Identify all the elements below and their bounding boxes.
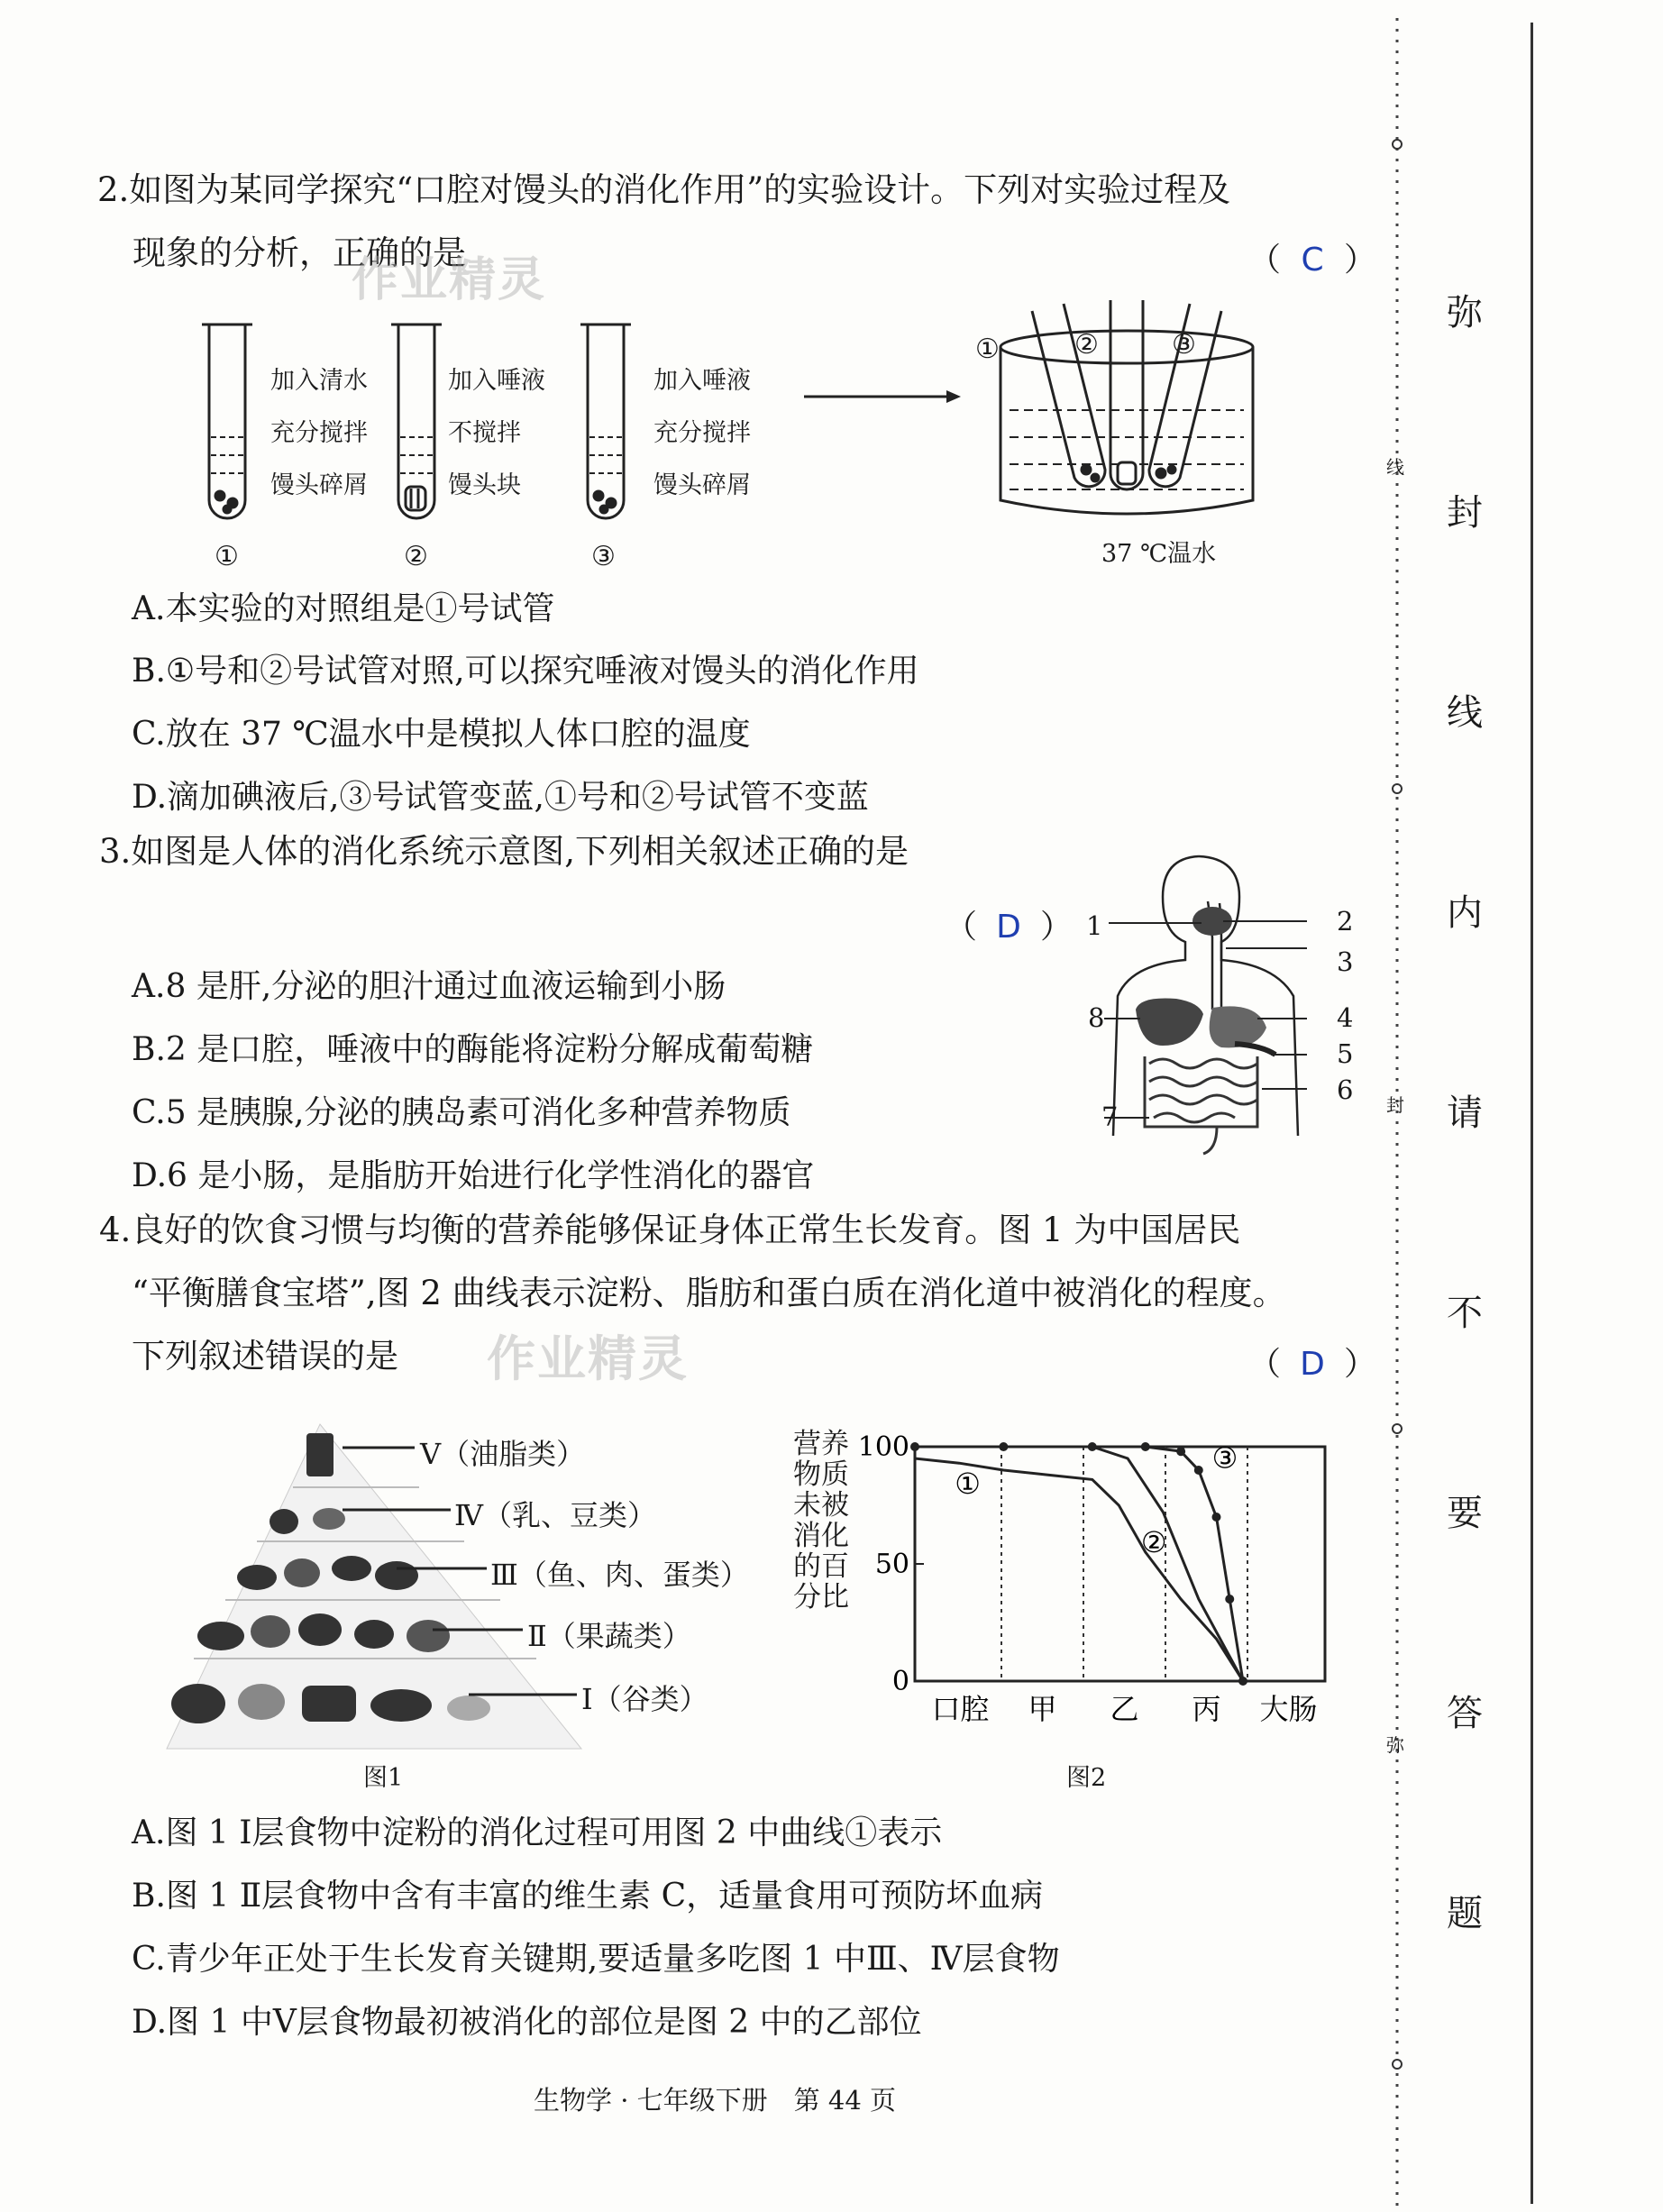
beaker-label-2: ② xyxy=(1074,329,1099,361)
q4-stem-line3: 下列叙述错误的是 xyxy=(132,1337,398,1376)
watermark-1: 作业精灵 xyxy=(352,253,547,307)
tube3-line3: 馒头碎屑 xyxy=(653,471,751,499)
side-char-8: 答 xyxy=(1447,1693,1483,1734)
tube3-line1: 加入唾液 xyxy=(653,367,751,395)
series-label-3: ③ xyxy=(1211,1440,1238,1476)
binding-solid-line xyxy=(1531,23,1533,2204)
side-char-7: 要 xyxy=(1447,1493,1483,1534)
ylabel-line-4: 消化 xyxy=(793,1520,849,1552)
q2-answer: C xyxy=(1301,242,1324,279)
y-tick-label-0: 0 xyxy=(891,1666,909,1697)
x-label-3: 丙 xyxy=(1192,1692,1221,1722)
series3-point-5 xyxy=(1194,1466,1203,1475)
fig1-caption: 图1 xyxy=(363,1764,404,1792)
series-label-1: ① xyxy=(955,1467,981,1501)
series3-point-8 xyxy=(1238,1677,1247,1686)
q3-option-d: D.6 是小肠，是脂肪开始进行化学性消化的器官 xyxy=(132,1157,815,1194)
q2-option-d: D.滴加碘液后,③号试管变蓝,①号和②号试管不变蓝 xyxy=(132,779,869,816)
q3-stem: 3.如图是人体的消化系统示意图,下列相关叙述正确的是 xyxy=(99,832,909,871)
fig2-caption: 图2 xyxy=(1066,1764,1107,1792)
q4-answer: D xyxy=(1300,1346,1325,1383)
q2-stem-line1: 2.如图为某同学探究“口腔对馒头的消化作用”的实验设计。下列对实验过程及 xyxy=(97,170,1231,209)
q3-answer-bracket: （ D ） xyxy=(945,909,1074,946)
q4-option-d: D.图 1 中Ⅴ层食物最初被消化的部位是图 2 中的乙部位 xyxy=(132,2004,922,2041)
tube2-line2: 不搅拌 xyxy=(448,419,521,447)
ylabel-line-1: 营养 xyxy=(793,1428,849,1460)
series3-point-4 xyxy=(1176,1447,1185,1456)
side-mark-xian: 线 xyxy=(1386,456,1404,478)
tube2-line1: 加入唾液 xyxy=(448,367,545,395)
tube-1 xyxy=(202,324,252,518)
beaker-label-1: ① xyxy=(975,334,1000,365)
q4-option-b: B.图 1 Ⅱ层食物中含有丰富的维生素 C，适量食用可预防坏血病 xyxy=(132,1878,1044,1915)
side-char-5: 请 xyxy=(1447,1092,1483,1134)
organ-label-5: 5 xyxy=(1337,1038,1354,1069)
y-tick-label-100: 100 xyxy=(857,1431,909,1463)
q4-stem-line1: 4.良好的饮食习惯与均衡的营养能够保证身体正常生长发育。图 1 为中国居民 xyxy=(99,1211,1241,1249)
x-label-1: 甲 xyxy=(1028,1692,1057,1722)
page-footer: 生物学 · 七年级下册 第 44 页 xyxy=(534,2085,896,2116)
x-label-0: 口腔 xyxy=(931,1692,990,1722)
q2-option-c: C.放在 37 ℃温水中是模拟人体口腔的温度 xyxy=(132,716,751,753)
x-label-4: 大肠 xyxy=(1259,1692,1318,1722)
ylabel-line-5: 的百 xyxy=(793,1550,849,1583)
tube1-line1: 加入清水 xyxy=(270,367,368,395)
q3-option-c: C.5 是胰腺,分泌的胰岛素可消化多种营养物质 xyxy=(132,1094,791,1131)
pyramid-level-2: Ⅱ（果蔬类） xyxy=(527,1619,691,1653)
q2-option-a: A.本实验的对照组是①号试管 xyxy=(132,590,555,627)
organ-label-4: 4 xyxy=(1337,1002,1354,1033)
ylabel-line-2: 物质 xyxy=(793,1458,849,1491)
tube2-line3: 馒头块 xyxy=(448,471,521,499)
ylabel-line-6: 分比 xyxy=(793,1581,849,1613)
digestion-chart xyxy=(847,1424,1352,1722)
organ-label-8: 8 xyxy=(1088,1002,1105,1033)
series3-point-6 xyxy=(1211,1513,1220,1522)
series3-point-7 xyxy=(1225,1595,1234,1604)
side-char-9: 题 xyxy=(1447,1893,1483,1934)
side-char-1: 弥 xyxy=(1447,292,1483,334)
series-label-2: ② xyxy=(1140,1525,1167,1559)
arrow-icon xyxy=(802,383,964,410)
q3-option-b: B.2 是口腔，唾液中的酶能将淀粉分解成葡萄糖 xyxy=(132,1031,814,1068)
pyramid-level-1: Ⅰ（谷类） xyxy=(581,1682,708,1716)
q3-option-a: A.8 是肝,分泌的胆汁通过血液运输到小肠 xyxy=(132,968,726,1005)
tube3-number: ③ xyxy=(591,541,616,572)
side-char-3: 线 xyxy=(1447,692,1483,734)
q4-answer-bracket: （ D ） xyxy=(1248,1346,1377,1383)
q2-test-tubes-figure xyxy=(189,315,838,586)
water-label: 37 ℃温水 xyxy=(1101,540,1217,568)
side-char-6: 不 xyxy=(1447,1293,1483,1334)
side-mark-mi: 弥 xyxy=(1386,1734,1404,1756)
side-mark-feng: 封 xyxy=(1386,1094,1404,1116)
ylabel-line-3: 未被 xyxy=(793,1489,849,1522)
tube1-number: ① xyxy=(215,541,239,572)
organ-label-2: 2 xyxy=(1337,906,1354,937)
side-char-4: 内 xyxy=(1447,892,1483,934)
organ-label-1: 1 xyxy=(1086,910,1103,941)
x-label-2: 乙 xyxy=(1110,1692,1139,1722)
q2-stem-line2: 现象的分析，正确的是 xyxy=(132,233,466,272)
y-tick-label-50: 50 xyxy=(874,1549,909,1580)
q2-beaker-figure xyxy=(973,293,1280,527)
series3-point-0 xyxy=(910,1442,919,1451)
series3-point-3 xyxy=(1141,1442,1150,1451)
organ-label-6: 6 xyxy=(1337,1074,1354,1105)
side-char-2: 封 xyxy=(1447,492,1483,534)
tube1-line3: 馒头碎屑 xyxy=(270,471,368,499)
q4-stem-line2: “平衡膳食宝塔”,图 2 曲线表示淀粉、脂肪和蛋白质在消化道中被消化的程度。 xyxy=(132,1274,1286,1312)
series3-point-2 xyxy=(1088,1442,1097,1451)
q4-option-a: A.图 1 Ⅰ层食物中淀粉的消化过程可用图 2 中曲线①表示 xyxy=(132,1814,943,1851)
tube3-line2: 充分搅拌 xyxy=(653,419,751,447)
q2-option-b: B.①号和②号试管对照,可以探究唾液对馒头的消化作用 xyxy=(132,653,919,690)
pyramid-level-4: Ⅳ（乳、豆类） xyxy=(454,1498,656,1532)
tube-3 xyxy=(580,324,631,518)
beaker-label-3: ③ xyxy=(1172,329,1196,361)
tube-2 xyxy=(391,324,442,518)
watermark-2: 作业精灵 xyxy=(487,1330,689,1387)
organ-label-7: 7 xyxy=(1101,1101,1119,1132)
pyramid-level-5: Ⅴ（油脂类） xyxy=(420,1437,586,1471)
series3-point-1 xyxy=(999,1442,1008,1451)
tube1-line2: 充分搅拌 xyxy=(270,419,368,447)
pyramid-level-3: Ⅲ（鱼、肉、蛋类） xyxy=(490,1558,749,1592)
q2-answer-bracket: （ C ） xyxy=(1248,242,1377,279)
q3-answer: D xyxy=(996,909,1021,946)
tube2-number: ② xyxy=(404,541,428,572)
organ-label-3: 3 xyxy=(1337,946,1354,977)
q4-option-c: C.青少年正处于生长发育关键期,要适量多吃图 1 中Ⅲ、Ⅳ层食物 xyxy=(132,1941,1060,1978)
